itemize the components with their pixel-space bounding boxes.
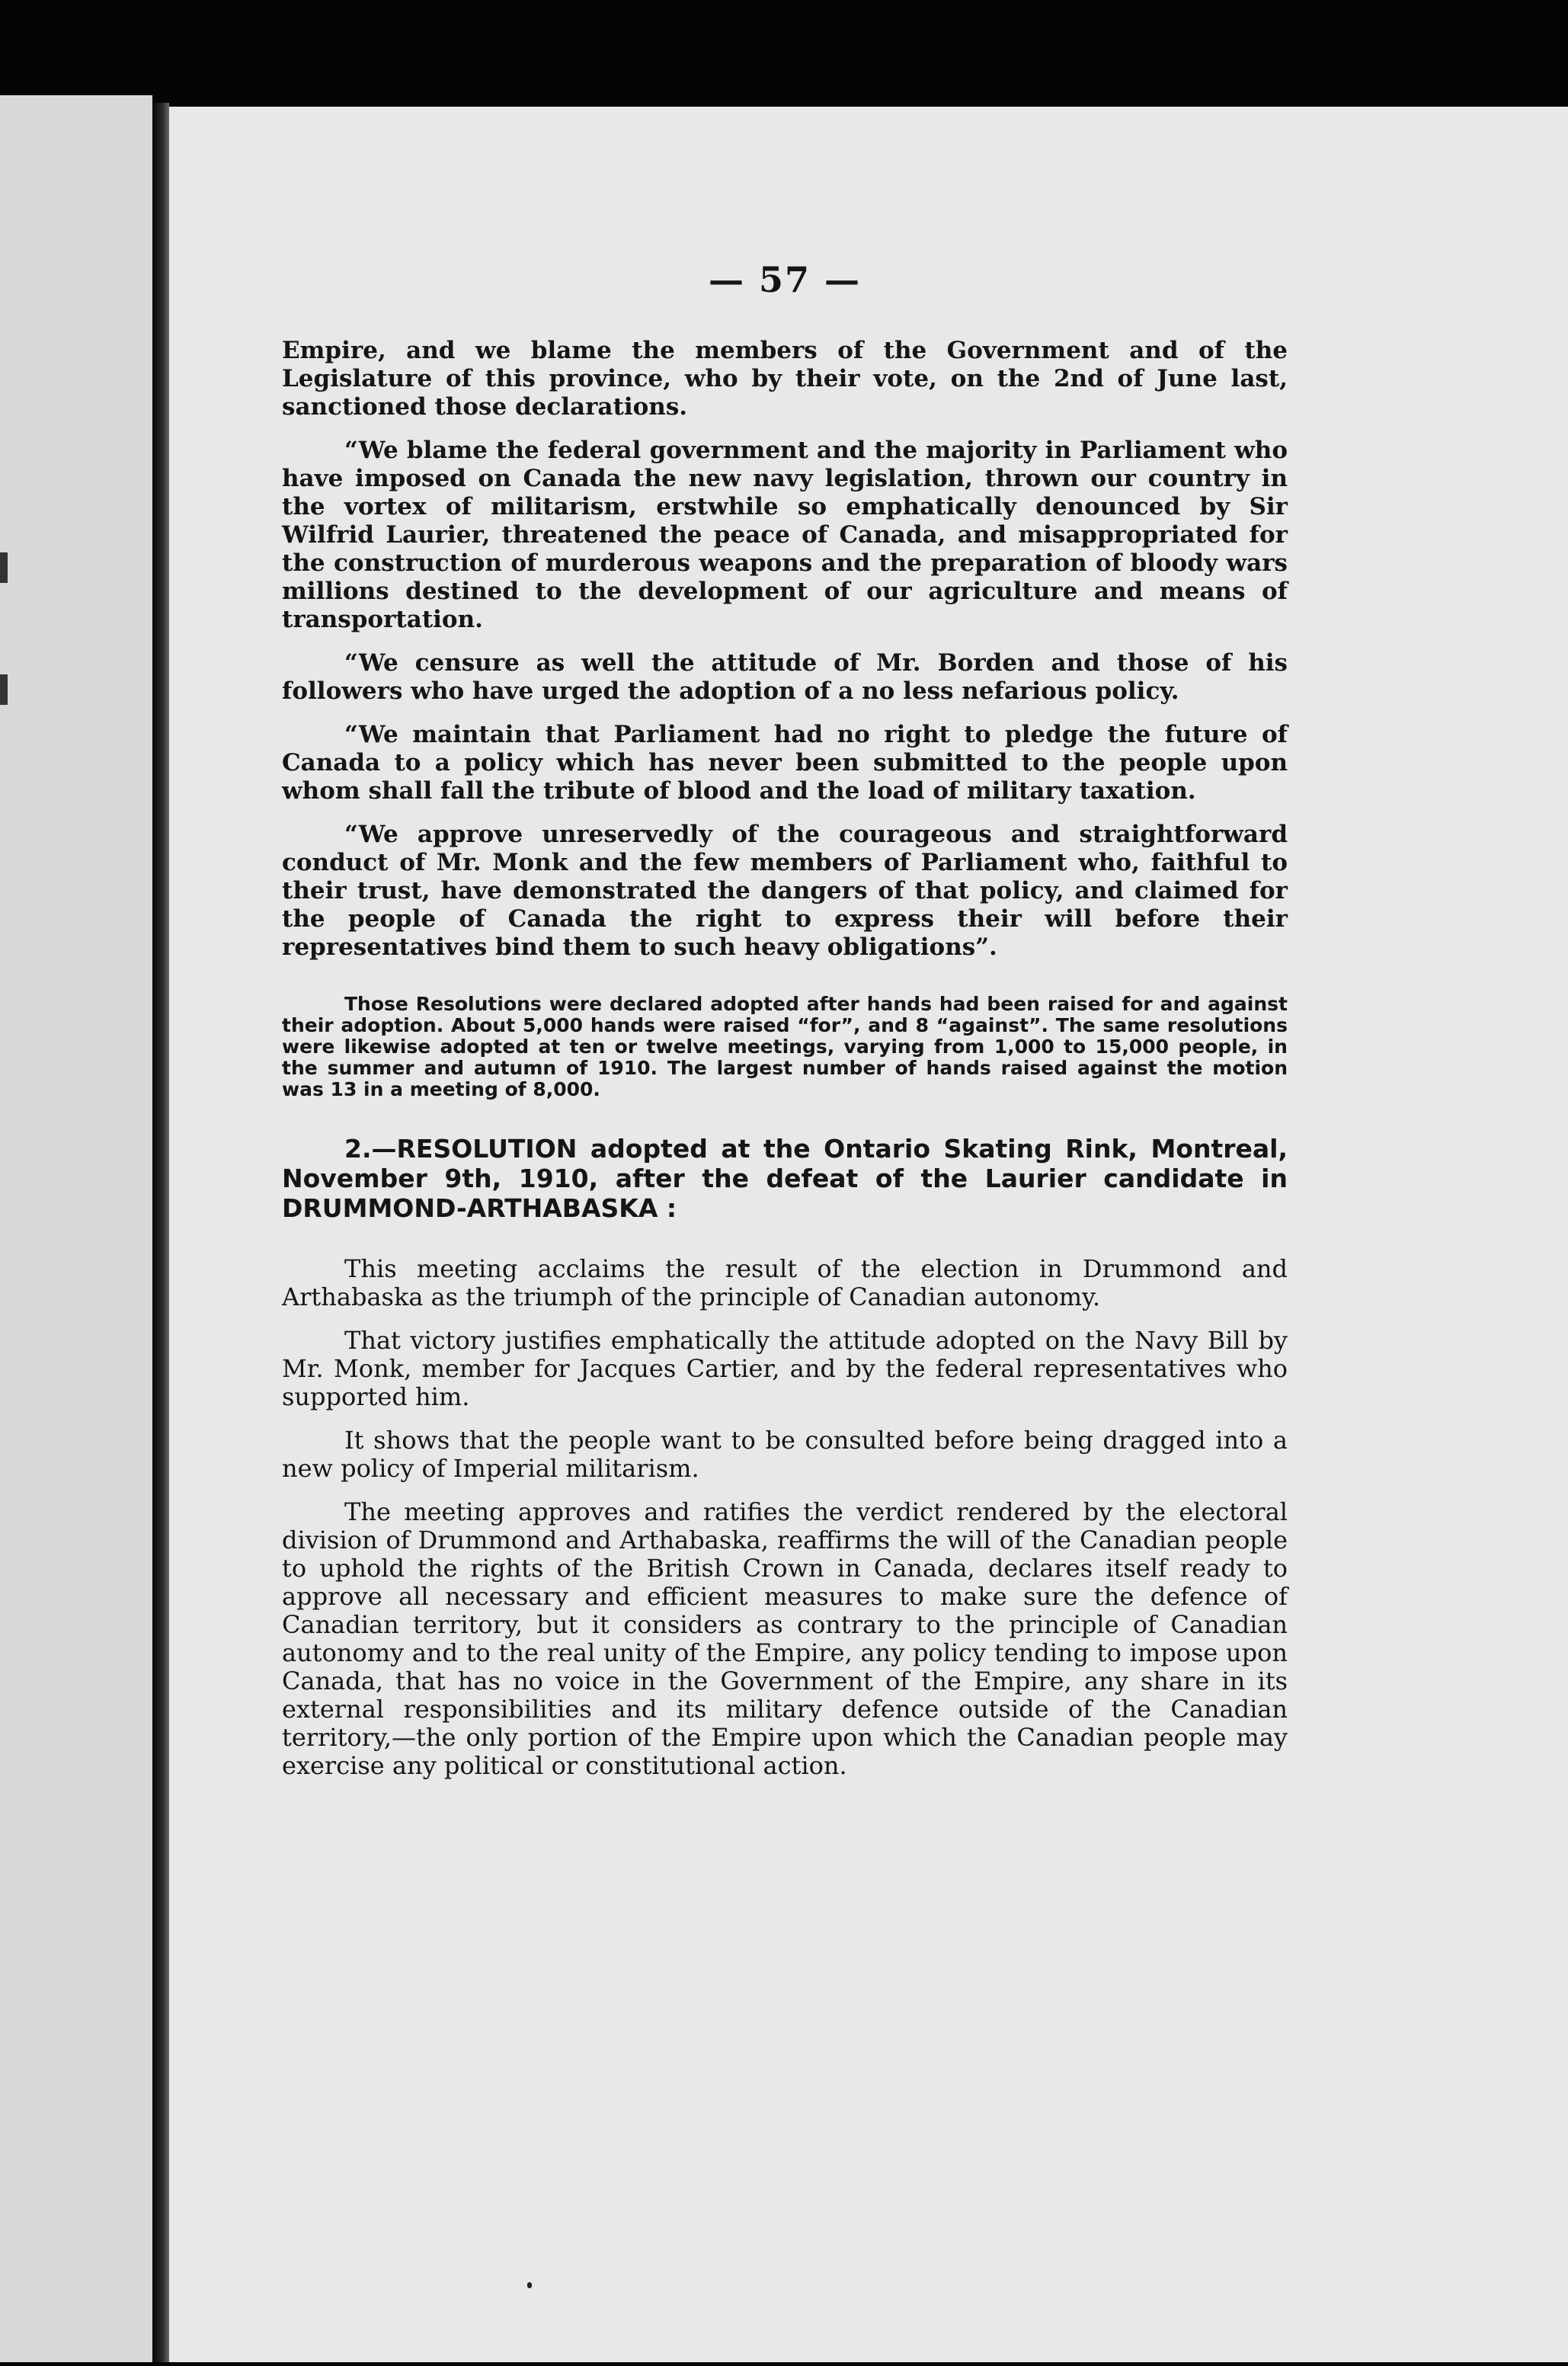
paragraph: “We maintain that Parliament had no right to pledge the future of Canada to a policy which has never been submitted to the people upon whom shall fall the tribute of blood and the load of military taxation. xyxy=(282,721,1288,805)
resolution-paragraph: This meeting acclaims the result of the election in Drummond and Arthabaska as the triumph of the principle of Canadian autonomy. xyxy=(282,1254,1288,1311)
page xyxy=(169,107,1568,2362)
previous-page-edge xyxy=(0,95,152,2362)
resolution-paragraph: It shows that the people want to be consulted before being dragged into a new policy of Imperial militarism. xyxy=(282,1426,1288,1483)
page-content xyxy=(282,259,1288,1795)
page-number: — 57 — xyxy=(708,259,862,300)
edge-mark xyxy=(0,552,8,583)
paragraph: “We approve unreservedly of the courageous and straightforward conduct of Mr. Monk and the few members of Parliament who, faithful to their trust, have demonstrated the dangers of that policy, and claimed for the people of Canada the right to express their will before their representatives bind them to such heavy obligations”. xyxy=(282,821,1288,961)
edge-mark xyxy=(0,674,8,705)
ink-speck xyxy=(527,2282,532,2288)
resolution-paragraph: That victory justifies emphatically the attitude adopted on the Navy Bill by Mr. Monk, member for Jacques Cartier, and by the federal representatives who supported him. xyxy=(282,1326,1288,1411)
section-heading: 2.—RESOLUTION adopted at the Ontario Skating Rink, Montreal, November 9th, 1910, after the defeat of the Laurier candidate in DRUMMOND-ARTHABASKA : xyxy=(282,1134,1288,1223)
resolution-note: Those Resolutions were declared adopted after hands had been raised for and against their adoption. About 5,000 hands were raised “for”, and 8 “against”. The same resolutions were likewise adopted at ten or twelve meetings, varying from 1,000 to 15,000 people, in the summer and autumn of 1910. The largest number of hands raised against the motion was 13 in a meeting of 8,000. xyxy=(282,993,1288,1100)
resolution-paragraph: The meeting approves and ratifies the verdict rendered by the electoral division of Drummond and Arthabaska, reaffirms the will of the Canadian people to uphold the rights of the British Crown in Canada, declares itself ready to approve all necessary and efficient measures to make sure the defence of Canadian territory, but it considers as contrary to the principle of Canadian autonomy and to the real unity of the Empire, any policy tending to impose upon Canada, that has no voice in the Government of the Empire, any share in its external responsibilities and its military defence outside of the Canadian territory,—the only portion of the Empire upon which the Canadian people may exercise any political or constitutional action. xyxy=(282,1497,1288,1780)
paragraph: “We censure as well the attitude of Mr. Borden and those of his followers who have urged the adoption of a no less nefarious policy. xyxy=(282,649,1288,705)
paragraph: Empire, and we blame the members of the Government and of the Legislature of this province, who by their vote, on the 2nd of June last, sanctioned those declarations. xyxy=(282,337,1288,421)
book-gutter xyxy=(152,103,169,2362)
paragraph: “We blame the federal government and the majority in Parliament who have imposed on Canada the new navy legislation, thrown our country in the vortex of militarism, erstwhile so emphatically denounced by Sir Wilfrid Laurier, threatened the peace of Canada, and misappropriated for the construction of murderous weapons and the preparation of bloody wars millions destined to the development of our agriculture and means of transportation. xyxy=(282,437,1288,633)
